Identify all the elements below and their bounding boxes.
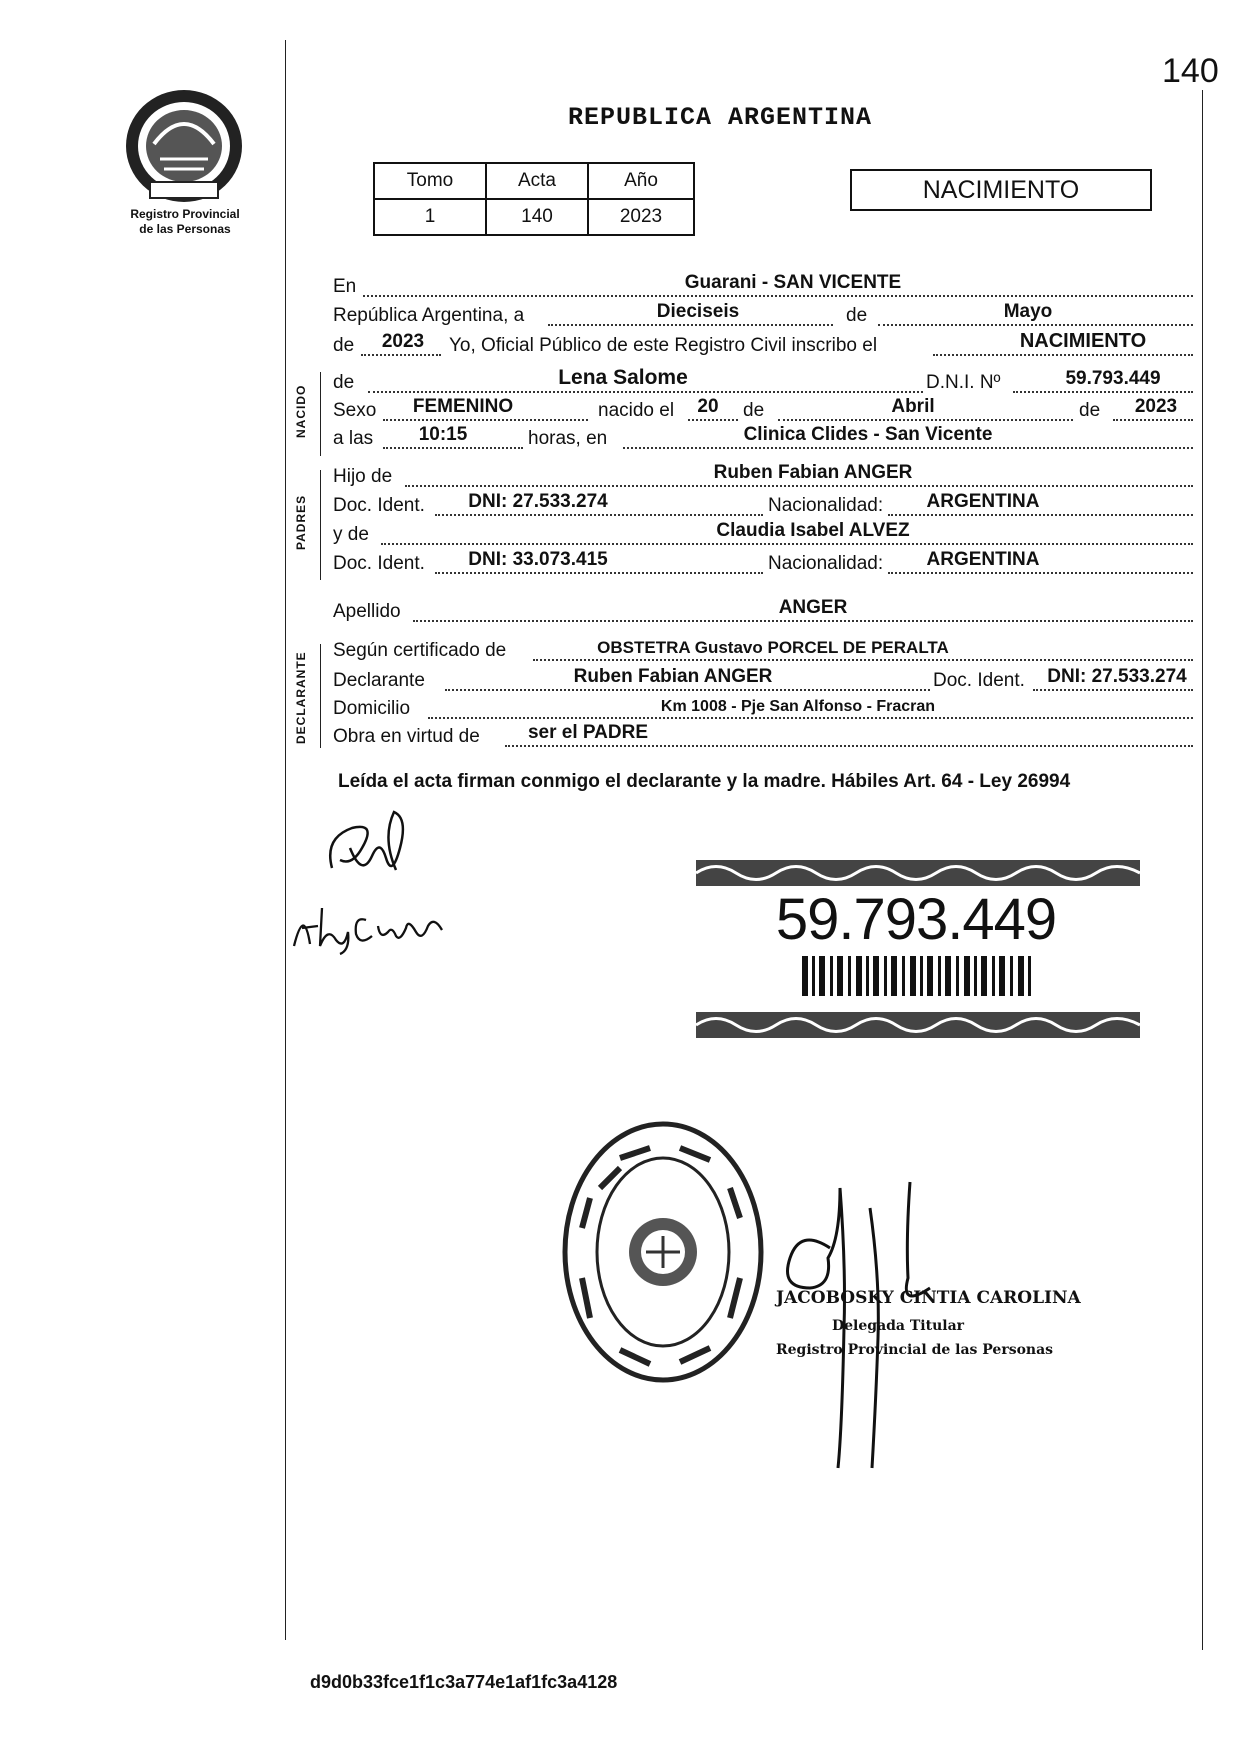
value-nac1: ARGENTINA [926, 491, 1040, 512]
label-yde: y de [333, 524, 369, 545]
issuer-caption [100, 207, 270, 237]
declarant-signature-icon [322, 808, 414, 888]
dotted-line [368, 390, 923, 393]
value-father: Ruben Fabian ANGER [713, 462, 913, 483]
legal-text: Leída el acta firman conmigo el declarante y la madre. Hábiles Art. 64 - Ley 26994 [338, 771, 1071, 792]
value-birth-day: 20 [697, 396, 719, 417]
label-nacido: nacido el [598, 400, 675, 421]
dotted-line [428, 716, 1193, 719]
form-row-doc1 [333, 491, 1195, 519]
dni-sticker-number: 59.793.449 [775, 887, 1057, 952]
value-cert: OBSTETRA Gustavo PORCEL DE PERALTA [597, 638, 949, 657]
value-apellido: ANGER [778, 597, 848, 618]
form-row-madre [333, 520, 1195, 548]
value-birth-month: Abril [891, 396, 935, 417]
label-en: En [333, 276, 357, 297]
value-time: 10:15 [418, 424, 468, 445]
label-cert: Según certificado de [333, 640, 507, 661]
label-rep: República Argentina, a [333, 305, 525, 326]
dotted-line [688, 418, 738, 421]
dotted-line [363, 294, 1193, 297]
dotted-line [623, 446, 1193, 449]
dotted-line [435, 571, 763, 574]
form-row-en [333, 272, 1195, 300]
form-row-anio [333, 331, 1195, 359]
label-dni: D.N.I. Nº [926, 372, 1001, 393]
dotted-line [888, 571, 1193, 574]
issuer-caption-line2: de las Personas [139, 222, 231, 236]
dotted-line [1013, 390, 1193, 393]
section-line-padres [320, 470, 321, 580]
form-row-domicilio [333, 694, 1195, 722]
dotted-line [933, 353, 1193, 356]
value-dni: 59.793.449 [1065, 368, 1161, 389]
dotted-line [533, 658, 1193, 661]
side-label-padres: PADRES [294, 494, 308, 550]
form-row-sexo [333, 396, 1195, 424]
form-row-obra [333, 722, 1195, 750]
label-de3: de [333, 372, 355, 393]
form-row-nombre [333, 368, 1195, 396]
value-place: Clinica Clides - San Vicente [743, 424, 993, 445]
form-row-apellido [333, 597, 1195, 625]
side-label-declarante: DECLARANTE [294, 651, 308, 744]
value-sexo: FEMENINO [412, 396, 514, 417]
record-type-box: NACIMIENTO [850, 169, 1152, 211]
label-sexo: Sexo [333, 400, 377, 421]
label-nac1: Nacionalidad: [768, 495, 884, 516]
official-seal-icon [560, 1118, 766, 1386]
side-label-nacido: NACIDO [294, 384, 308, 438]
dni-sticker [696, 860, 1140, 1038]
reference-table [373, 162, 695, 236]
dotted-line [445, 688, 930, 691]
dotted-line [505, 744, 1193, 747]
value-obra: ser el PADRE [527, 722, 649, 743]
section-line-declarante [320, 644, 321, 748]
label-hijo: Hijo de [333, 466, 393, 487]
value-doc2: DNI: 33.073.415 [468, 549, 608, 570]
form-row-declarante [333, 666, 1195, 694]
label-decl-doc: Doc. Ident. [933, 670, 1025, 691]
dotted-line [1113, 418, 1193, 421]
dotted-line [383, 446, 523, 449]
label-decl: Declarante [333, 670, 425, 691]
label-alas: a las [333, 428, 374, 449]
label-de4: de [743, 400, 765, 421]
dotted-line [405, 484, 1193, 487]
value-mother: Claudia Isabel ALVEZ [716, 520, 910, 541]
signature-role: Delegada Titular [832, 1318, 965, 1334]
form-row-hora [333, 424, 1195, 452]
signature-office: Registro Provincial de las Personas [776, 1342, 1054, 1358]
dotted-line [888, 513, 1193, 516]
ref-header-tomo: Tomo [374, 163, 486, 199]
dotted-line [435, 513, 763, 516]
form-row-doc2 [333, 549, 1195, 577]
document-hash: d9d0b33fce1f1c3a774e1af1fc3a4128 [310, 1672, 618, 1692]
label-horas: horas, en [528, 428, 608, 449]
dotted-line [1033, 688, 1193, 691]
label-de: de [846, 305, 868, 326]
mother-signature-icon [288, 896, 448, 956]
left-margin-line [285, 40, 286, 1640]
value-birth-year: 2023 [1134, 396, 1178, 417]
value-dom: Km 1008 - Pje San Alfonso - Fracran [660, 698, 936, 715]
dotted-line [383, 418, 588, 421]
country-title: REPUBLICA ARGENTINA [567, 103, 873, 132]
ref-value-tomo: 1 [374, 199, 486, 235]
dotted-line [381, 542, 1193, 545]
dotted-line [361, 353, 441, 356]
dotted-line [878, 323, 1193, 326]
value-nac2: ARGENTINA [926, 549, 1040, 570]
label-doc1: Doc. Ident. [333, 495, 425, 516]
label-obra: Obra en virtud de [333, 726, 480, 747]
provincia-misiones-coat-of-arms-icon [120, 84, 248, 208]
label-nac2: Nacionalidad: [768, 553, 884, 574]
value-name: Lena Salome [558, 366, 688, 389]
value-decl: Ruben Fabian ANGER [573, 666, 773, 687]
form-row-fecha [333, 301, 1195, 329]
ref-value-acta: 140 [486, 199, 588, 235]
dotted-line [778, 418, 1073, 421]
label-de2: de [333, 335, 355, 356]
page-number: 140 [1162, 52, 1219, 90]
value-decl-doc: DNI: 27.533.274 [1047, 666, 1187, 687]
label-doc2: Doc. Ident. [333, 553, 425, 574]
dotted-line [548, 323, 833, 326]
value-month: Mayo [1003, 301, 1053, 322]
value-inscribe: NACIMIENTO [1019, 330, 1147, 352]
value-en: Guarani - SAN VICENTE [684, 272, 902, 293]
label-apellido: Apellido [333, 601, 401, 622]
value-year: 2023 [381, 331, 425, 352]
ref-value-anio: 2023 [588, 199, 694, 235]
label-de5: de [1079, 400, 1101, 421]
dotted-line [413, 619, 1193, 622]
label-yo: Yo, Oficial Público de este Registro Civil inscribo el [449, 335, 878, 356]
label-dom: Domicilio [333, 698, 411, 719]
right-margin-line [1202, 90, 1203, 1650]
value-doc1: DNI: 27.533.274 [468, 491, 608, 512]
signature-name: JACOBOSKY CINTIA CAROLINA [776, 1288, 1081, 1308]
ref-header-acta: Acta [486, 163, 588, 199]
value-day: Dieciseis [656, 301, 740, 322]
form-row-padre [333, 462, 1195, 490]
issuer-caption-line1: Registro Provincial [130, 207, 240, 221]
form-row-certificado [333, 636, 1195, 664]
ref-header-anio: Año [588, 163, 694, 199]
section-line-nacido [320, 372, 321, 456]
